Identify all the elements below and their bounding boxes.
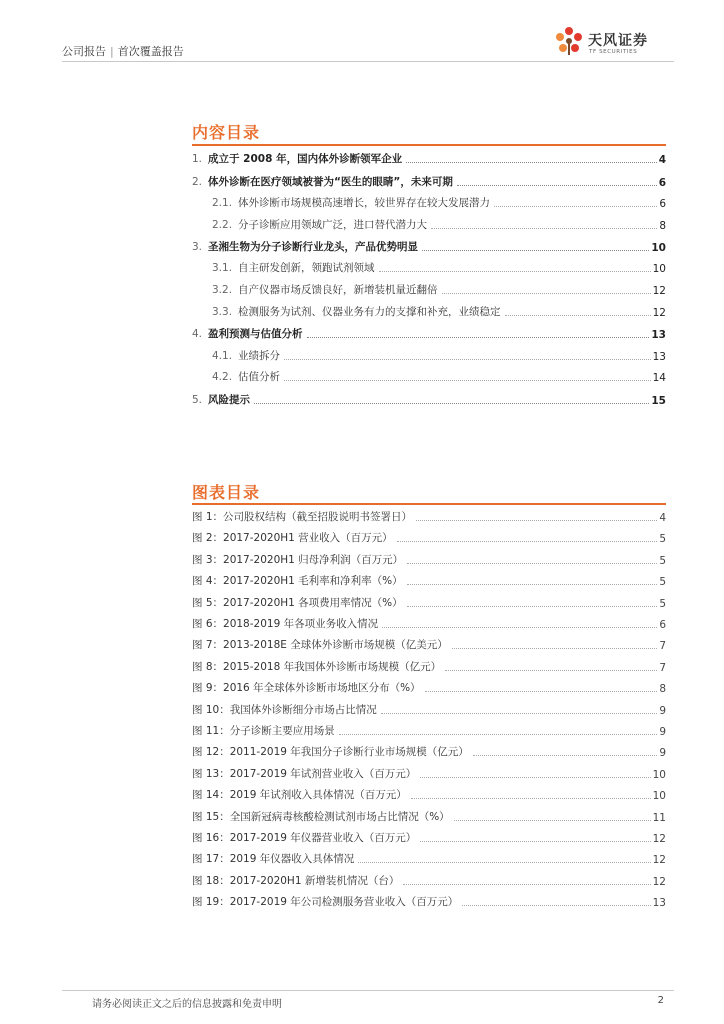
logo-name: 天风证券 — [588, 33, 648, 49]
toc-entry-page: 10 — [651, 242, 666, 254]
figure-entry[interactable] — [192, 615, 666, 631]
toc-entry-number: 3.2. — [212, 284, 233, 296]
toc-entry-page: 8 — [659, 220, 666, 232]
toc-title: 内容目录 — [192, 123, 261, 142]
figure-entry-page: 12 — [652, 833, 666, 845]
dot-leader — [358, 862, 650, 863]
figure-entry[interactable] — [192, 850, 666, 866]
figure-entry[interactable] — [192, 572, 666, 588]
figure-entry-label: 图 12：2011-2019 年我国分子诊断行业市场规模（亿元） — [192, 746, 469, 759]
toc-entry[interactable] — [212, 194, 666, 210]
dot-leader — [284, 380, 651, 381]
figure-entry[interactable] — [192, 508, 666, 524]
dot-leader — [416, 520, 657, 521]
figure-entry-page: 9 — [659, 726, 666, 738]
toc-entry[interactable] — [212, 303, 666, 319]
toc-entry-page: 12 — [652, 285, 666, 297]
figure-entry-label: 图 10：我国体外诊断细分市场占比情况 — [192, 703, 377, 716]
figure-entry[interactable] — [192, 551, 666, 567]
figure-entry-page: 12 — [652, 875, 666, 888]
page-number: 2 — [657, 995, 664, 1006]
toc-entry-page: 10 — [652, 263, 666, 275]
figure-entry[interactable] — [192, 743, 666, 759]
toc-entry-number: 3. — [192, 241, 203, 253]
toc-entry-label — [212, 195, 492, 210]
toc-entry[interactable] — [212, 368, 666, 384]
toc-entry-text: 成立于 2008 年，国内体外诊断领军企业 — [208, 153, 403, 165]
figure-entry-label: 图 3：2017-2020H1 归母净利润（百万元） — [192, 553, 404, 566]
figure-entry-page: 13 — [652, 897, 666, 910]
figure-entry-page: 10 — [652, 768, 666, 781]
toc-entry-number: 2.1. — [212, 197, 233, 209]
figure-entry-label: 图 9：2016 年全球体外诊断市场地区分布（%） — [192, 682, 421, 695]
toc-entry-page: 6 — [658, 177, 666, 189]
figure-entry-page: 6 — [659, 619, 666, 631]
toc-entry-page: 15 — [651, 395, 666, 407]
toc-entry[interactable] — [212, 216, 666, 232]
figure-entry[interactable] — [192, 529, 666, 545]
dot-leader — [452, 648, 658, 649]
figure-entry-label: 图 4：2017-2020H1 毛利率和净利率（%） — [192, 575, 403, 588]
toc-entry-label — [192, 392, 252, 407]
figure-entry-page: 5 — [659, 533, 666, 546]
figure-entry-page: 5 — [659, 576, 666, 589]
figure-entry[interactable] — [192, 786, 666, 802]
dot-leader — [407, 584, 658, 585]
figure-entry[interactable] — [192, 872, 666, 888]
disclaimer-text: 请务必阅读正文之后的信息披露和免责申明 — [92, 999, 282, 1010]
figure-entry-page: 11 — [652, 811, 666, 824]
dot-leader — [411, 798, 651, 799]
dot-leader — [397, 541, 658, 542]
dot-leader — [454, 820, 651, 821]
toc-entry-text: 风险提示 — [208, 394, 251, 406]
figure-entry-label: 图 16：2017-2019 年仪器营业收入（百万元） — [192, 832, 417, 844]
dot-leader — [420, 777, 650, 778]
toc-entry-text: 分子诊断应用领域广泛，进口替代潜力大 — [238, 219, 428, 231]
figure-entry-page: 9 — [659, 747, 666, 760]
toc-entry[interactable] — [192, 325, 666, 341]
toc-entry-number: 3.3. — [212, 306, 233, 318]
toc-entry-text: 盈利预测与估值分析 — [208, 328, 303, 340]
toc-entry-page: 13 — [652, 351, 666, 363]
dot-leader — [494, 206, 657, 207]
toc-entry-number: 5. — [192, 394, 203, 406]
figure-entry-label: 图 15：全国新冠病毒核酸检测试剂市场占比情况（%） — [192, 810, 450, 823]
toc-entry-label — [212, 217, 429, 232]
figure-entry-label: 图 2：2017-2020H1 营业收入（百万元） — [192, 532, 393, 545]
figure-entry-label: 图 5：2017-2020H1 各项费用率情况（%） — [192, 596, 403, 609]
company-logo — [554, 24, 674, 60]
figure-entry[interactable] — [192, 658, 666, 674]
toc-entry-number: 2.2. — [212, 219, 233, 231]
figure-entry-page: 5 — [659, 597, 666, 610]
toc-entry-page: 14 — [652, 372, 666, 384]
toc-entry-text: 体外诊断市场规模高速增长，较世界存在较大发展潜力 — [238, 197, 491, 209]
figure-entry[interactable] — [192, 701, 666, 717]
header-rule — [62, 61, 674, 62]
toc-entry-number: 3.1. — [212, 262, 233, 274]
toc-entry[interactable] — [212, 259, 666, 275]
toc-entry-label — [192, 326, 305, 341]
figure-entry[interactable] — [192, 636, 666, 652]
toc-entry[interactable] — [192, 150, 666, 166]
figure-entry-page: 12 — [652, 854, 666, 867]
figure-entry-label: 图 18：2017-2020H1 新增装机情况（台） — [192, 874, 400, 887]
footer-rule — [62, 990, 674, 991]
logo-english: TF SECURITIES — [589, 49, 638, 55]
figure-entry-label: 图 11：分子诊断主要应用场景 — [192, 725, 335, 737]
toc-entry-text: 自产仪器市场反馈良好，新增装机量近翻倍 — [238, 284, 438, 296]
dot-leader — [284, 359, 651, 360]
toc-entry-page: 4 — [658, 154, 666, 166]
figure-entry-page: 5 — [659, 554, 666, 567]
report-subcategory: 首次覆盖报告 — [117, 45, 184, 58]
dot-leader — [381, 713, 658, 714]
dot-leader — [457, 185, 657, 186]
dot-leader — [425, 691, 658, 692]
dot-leader — [407, 563, 657, 564]
header-separator: | — [110, 45, 114, 58]
toc-entry-label — [212, 348, 282, 363]
figure-entry[interactable] — [192, 829, 666, 845]
toc-entry-number: 4. — [192, 328, 203, 340]
dot-leader — [307, 337, 650, 338]
page-header — [62, 33, 674, 62]
toc-entry-page: 12 — [652, 307, 666, 319]
dot-leader — [442, 293, 651, 294]
toc-entry-text: 业绩拆分 — [238, 350, 281, 362]
dot-leader — [445, 670, 657, 671]
dot-leader — [407, 606, 658, 607]
toc-entry-label — [212, 369, 282, 384]
figure-entry[interactable] — [192, 893, 666, 909]
dot-leader — [382, 627, 657, 628]
toc-entry-label — [192, 239, 420, 254]
toc-entry-number: 2. — [192, 176, 203, 188]
dot-leader — [431, 228, 657, 229]
toc-entry-number: 4.1. — [212, 350, 233, 362]
report-category: 公司报告 — [62, 45, 106, 58]
figure-entry-page: 7 — [659, 640, 666, 653]
toc-entry-text: 估值分析 — [238, 371, 281, 383]
figure-entry[interactable] — [192, 722, 666, 738]
flower-logo-icon — [554, 26, 584, 56]
report-type — [62, 43, 184, 59]
figure-entry-label: 图 1：公司股权结构（截至招股说明书签署日） — [192, 511, 413, 523]
figure-entry[interactable] — [192, 765, 666, 781]
toc-entry-text: 体外诊断在医疗领域被誉为“医生的眼睛”，未来可期 — [208, 176, 453, 188]
figure-entry-page: 7 — [659, 661, 666, 674]
toc-entry-page: 13 — [651, 329, 666, 341]
dot-leader — [505, 315, 651, 316]
toc-entry[interactable] — [212, 281, 666, 297]
figure-entry-label: 图 6：2018-2019 年各项业务收入情况 — [192, 618, 379, 630]
figure-entry-label: 图 8：2015-2018 年我国体外诊断市场规模（亿元） — [192, 660, 442, 673]
toc-entry-label — [212, 304, 503, 319]
figure-entry-label: 图 13：2017-2019 年试剂营业收入（百万元） — [192, 767, 417, 780]
toc-entry-label — [192, 174, 455, 189]
toc-entry-label — [192, 151, 404, 166]
toc-entry-text: 检测服务为试剂、仪器业务有力的支撑和补充，业绩稳定 — [238, 306, 501, 318]
figure-entry[interactable] — [192, 679, 666, 695]
toc-entry[interactable] — [192, 238, 666, 254]
dot-leader — [339, 734, 658, 735]
figure-entry-page: 9 — [659, 704, 666, 717]
toc-entry-page: 6 — [659, 198, 666, 210]
figure-entry-label: 图 17：2019 年仪器收入具体情况 — [192, 853, 355, 866]
toc-entry-number: 1. — [192, 153, 203, 165]
toc-entry-label — [212, 260, 377, 275]
figure-entry-page: 8 — [659, 683, 666, 696]
figure-entry-label: 图 14：2019 年试剂收入具体情况（百万元） — [192, 789, 407, 802]
dot-leader — [379, 271, 651, 272]
dot-leader — [422, 250, 649, 251]
toc-entry-number: 4.2. — [212, 371, 233, 383]
dot-leader — [254, 403, 649, 404]
figure-entry[interactable] — [192, 594, 666, 610]
toc-entry[interactable] — [212, 347, 666, 363]
figure-entry-label: 图 7：2013-2018E 全球体外诊断市场规模（亿美元） — [192, 639, 448, 652]
toc-entry-text: 圣湘生物为分子诊断行业龙头，产品优势明显 — [208, 241, 419, 253]
dot-leader — [406, 162, 657, 163]
dot-leader — [403, 884, 650, 885]
figures-title: 图表目录 — [192, 483, 261, 502]
toc-entry[interactable] — [192, 173, 666, 189]
figure-entry[interactable] — [192, 808, 666, 824]
dot-leader — [420, 841, 650, 842]
dot-leader — [462, 905, 650, 906]
toc-title-rule — [192, 144, 666, 146]
toc-entry-text: 自主研发创新，领跑试剂领域 — [238, 262, 375, 274]
toc-entry[interactable] — [192, 391, 666, 407]
figures-title-rule — [192, 503, 666, 505]
toc-entry-label — [212, 282, 440, 297]
figure-entry-label: 图 19：2017-2019 年公司检测服务营业收入（百万元） — [192, 896, 459, 909]
dot-leader — [473, 755, 658, 756]
figure-entry-page: 4 — [659, 512, 666, 524]
figure-entry-page: 10 — [652, 790, 666, 803]
